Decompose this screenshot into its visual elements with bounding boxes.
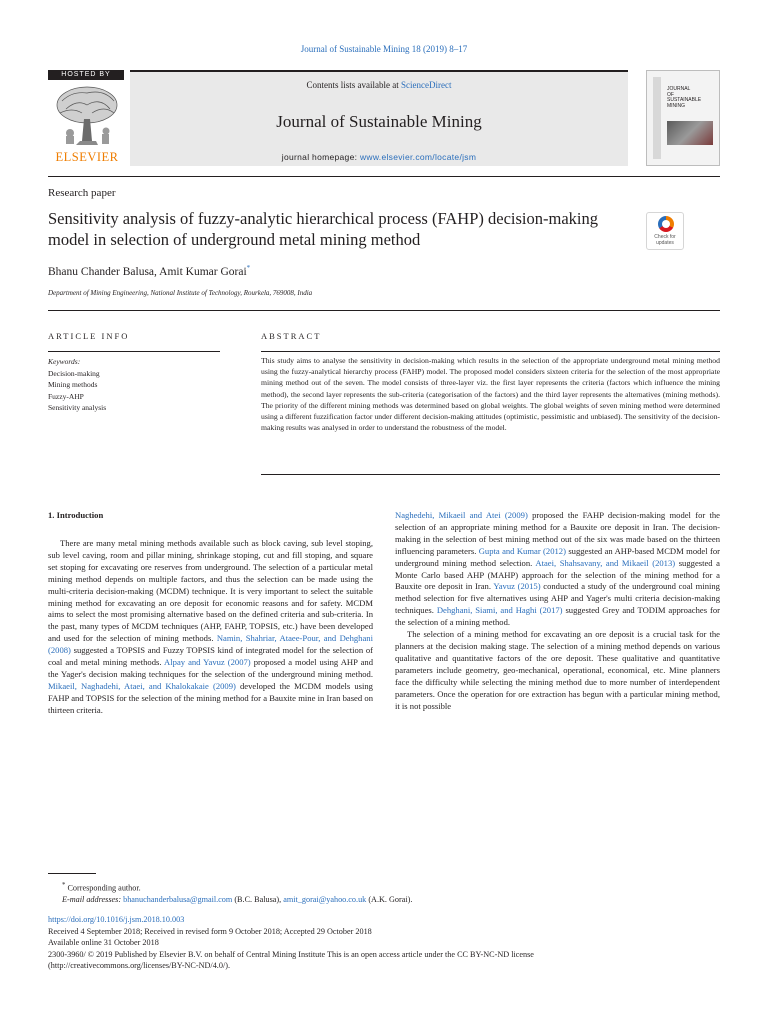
author-names: Bhanu Chander Balusa, Amit Kumar Gorai	[48, 265, 247, 278]
header-divider	[48, 176, 720, 177]
keyword-item: Mining methods	[48, 380, 98, 389]
contents-prefix: Contents lists available at	[306, 80, 401, 90]
abstract-heading: ABSTRACT	[261, 331, 322, 341]
journal-reference[interactable]: Journal of Sustainable Mining 18 (2019) 8–17	[300, 44, 468, 54]
license-line: 2300-3960/ © 2019 Published by Elsevier B.V. on behalf of Central Mining Institute This is an open access article under the CC BY-NC-ND license	[48, 949, 534, 959]
keywords-label: Keywords:	[48, 357, 81, 366]
citation-link[interactable]: Gupta and Kumar (2012)	[478, 545, 566, 556]
elsevier-wordmark: ELSEVIER	[55, 150, 119, 164]
homepage-link[interactable]: www.elsevier.com/locate/jsm	[359, 152, 477, 162]
intro-paragraph: Naghedehi, Mikaeil and Atei (2009) proposed the FAHP decision-making model for the selection of an appropriate mining method for a Bauxite ore deposit in Iran. The decision-making in the selection of best mining method out of the six was made based on the thirteen influencing parameters. Gupta and Kumar (2012) suggested an AHP-based MCDM model for underground mining method selection. Ataei, Shahsavany, and Mikaeil (2013) suggested a Monte Carlo based AHP (MAHP) approach for the selection of the mining method for a Bauxite ore deposit in Iran. Yavuz (2015) conducted a study of the underground coal mining method selection for five alternatives using AHP and Yager's multi criteria decision-making techniques. Dehghani, Siami, and Haghi (2017) suggested Grey and TODIM approaches for the selection of a mining method.	[395, 510, 720, 628]
homepage-prefix: journal homepage:	[281, 152, 360, 162]
email-note: E-mail addresses: bhanuchanderbalusa@gmail.com (B.C. Balusa), amit_gorai@yahoo.co.uk (A.K. Gorai).	[62, 895, 413, 905]
keyword-item: Sensitivity analysis	[48, 403, 107, 412]
citation-link[interactable]: Namin, Shahriar, Ataee-Pour, and Dehghani (2008)	[48, 633, 373, 656]
footnote-divider	[48, 873, 96, 874]
journal-title: Journal of Sustainable Mining	[276, 112, 482, 131]
section-heading-introduction: 1. Introduction	[48, 510, 104, 520]
abstract-divider	[261, 351, 720, 352]
license-url: (http://creativecommons.org/licenses/BY-NC-ND/4.0/).	[48, 961, 230, 970]
hosted-by-label: HOSTED BY	[48, 70, 124, 80]
contents-line	[130, 80, 628, 90]
crossmark-label: Check for updates	[654, 234, 676, 246]
available-online: Available online 31 October 2018	[48, 938, 159, 947]
cover-title: JOURNAL OF SUSTAINABLE MINING	[667, 86, 702, 109]
article-info-heading: ARTICLE INFO	[48, 331, 130, 341]
publication-details	[48, 914, 720, 972]
keyword-item: Fuzzy-AHP	[48, 391, 84, 401]
corresponding-author-note: * Corresponding author.	[62, 882, 141, 893]
received-dates: Received 4 September 2018; Received in revised form 9 October 2018; Accepted 29 October 2018	[48, 926, 372, 936]
masthead	[48, 70, 628, 170]
homepage-line	[130, 152, 628, 162]
journal-cover[interactable]	[646, 70, 720, 166]
citation-link[interactable]: Dehghani, Siami, and Haghi (2017)	[436, 605, 563, 616]
abstract-end-divider	[261, 474, 720, 475]
article-title: Sensitivity analysis of fuzzy-analytic hierarchical process (FAHP) decision-making model in selection of underground metal mining method	[48, 209, 598, 249]
crossmark-icon	[658, 216, 674, 232]
doi-link[interactable]: https://doi.org/10.1016/j.jsm.2018.10.003	[48, 915, 185, 924]
email-link[interactable]: bhanuchanderbalusa@gmail.com	[123, 895, 233, 905]
abstract-text: This study aims to analyse the sensitivity in decision-making which results in the selection of the appropriate underground metal mining method using the fuzzy-analytical hierarchy process (FAHP) model. The proposed model considers sixteen criteria for the selection of the most appropriate mining method out of the seven. The model consists of three-layer viz. the first layer represents the criteria (factors which influence the mining method), the second layer represents the sub-criteria (categorisation of the factors) and the third layer represents the alternatives (mining methods). The priority of the different mining methods was determined based on global weights. The global weights of seven mining method were determined using a different fuzzification factor under different decision-making attitudes (optimistic, pessimistic and unbiased). The sensitivity of the decision-making results was analysed in order to understand the robustness of the model.	[261, 356, 720, 433]
citation-link[interactable]: Yavuz (2015)	[493, 581, 541, 592]
email-link[interactable]: amit_gorai@yahoo.co.uk	[283, 895, 367, 905]
keywords-block	[48, 356, 106, 414]
intro-paragraph: There are many metal mining methods available such as block caving, sub level stoping, sub level caving, room and pillar mining, shrinkage stoping, cut and fill stoping, and square set stoping for excavating ore reserves from underground. The selection of a particular metal mining method depends on multiple factors, and thus the selection can be made using the multi-criteria decision-making (MCDM) technique. It is very important to select the suitable mining method for excavating an ore deposit for economic reasons and for safety. MCDM aims to select the most promising alternative based on the defined criteria and sub-criteria. In the past, many types of MCDM techniques (AHP, FAHP, TOPSIS, etc.) have been developed and used for the selection of mining methods. Namin, Shahriar, Ataee-Pour, and Dehghani (2008) suggested a TOPSIS and Fuzzy TOPSIS kind of integrated model for the selection of coal and metal mining methods. Alpay and Yavuz (2007) proposed a model using AHP and the Yager's decision making techniques for the selection of the underground mining method. Mikaeil, Naghadehi, Ataei, and Khalokakaie (2009) developed the MCDM models using FAHP and TOPSIS for the selection of the mining method for a Bauxite mine in Iran based on thirteen criteria.	[48, 538, 374, 715]
crossmark-badge[interactable]	[646, 212, 684, 250]
intro-paragraph: The selection of a mining method for excavating an ore deposit is a crucial task for the planners at the decision making stage. The selection of a mining method depends on various qualitative and quantitative factors of the ore deposit. These qualitative and quantitative parameters include geometry, geo-mechanical, operational, economical, etc. Mine planners face the difficulty while selecting the mining method due to more number of interdependent parameters. Once the operation for ore extraction has begun with a particular mining method, it is not possible	[395, 629, 720, 711]
sciencedirect-link[interactable]: ScienceDirect	[401, 80, 452, 90]
article-info-divider	[48, 351, 220, 352]
masthead-box	[130, 70, 628, 166]
citation-link[interactable]: Alpay and Yavuz (2007)	[164, 657, 251, 668]
citation-link[interactable]: Ataei, Shahsavany, and Mikaeil (2013)	[535, 557, 676, 568]
author-list	[48, 264, 250, 278]
corresponding-author-mark[interactable]: *	[246, 264, 251, 272]
citation-link[interactable]: Naghedehi, Mikaeil and Atei (2009)	[395, 510, 528, 520]
left-column	[48, 538, 373, 717]
section-divider	[48, 310, 720, 311]
publisher-logo	[48, 70, 126, 166]
article-type: Research paper	[48, 187, 116, 199]
affiliation: Department of Mining Engineering, National Institute of Technology, Rourkela, 769008, India	[48, 289, 313, 297]
cover-spine	[653, 77, 661, 159]
right-column	[395, 510, 720, 712]
citation-link[interactable]: Mikaeil, Naghadehi, Ataei, and Khalokakaie (2009)	[48, 680, 236, 691]
footnotes	[48, 880, 412, 906]
elsevier-tree-icon	[52, 83, 122, 147]
keyword-item: Decision-making	[48, 368, 100, 378]
cover-image	[667, 121, 713, 145]
